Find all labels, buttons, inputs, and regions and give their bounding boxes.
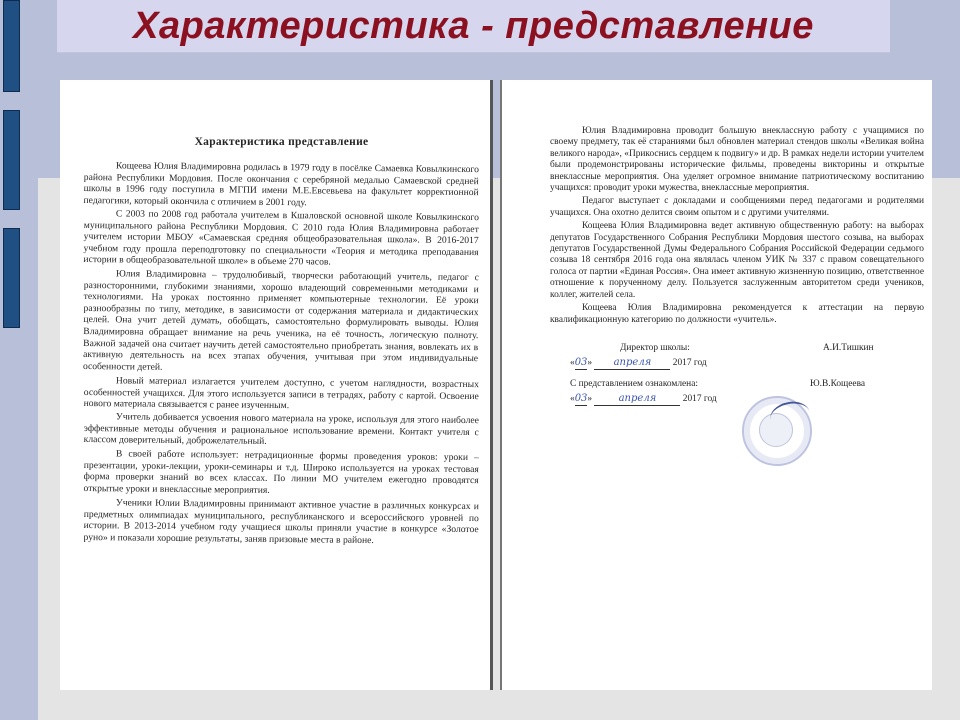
quote-open: «: [570, 357, 575, 368]
date-month: апреля: [594, 357, 670, 370]
paragraph: Кощеева Юлия Владимировна рекомендуется к аттестации на первую квалификационную категорию по должности «учитель».: [550, 303, 924, 325]
director-label: Директор школы:: [620, 342, 690, 353]
paragraph: Учитель добивается усвоения нового материала на уроке, используя для этого наиболее эффективные методы обучения и рациональное использование времени. Контакт учителя с классом доверительный, доброжелательный.: [83, 411, 479, 448]
date-year: 2017 год: [672, 357, 707, 368]
document-heading: Характеристика представление: [194, 136, 369, 148]
date-month: апреля: [594, 393, 680, 406]
date-day: 03: [574, 392, 588, 404]
quote-close: »: [587, 357, 593, 368]
quote-open: «: [570, 393, 575, 404]
document-page-2: [500, 80, 932, 690]
quote-close: »: [587, 393, 593, 404]
side-accent-bar: [3, 0, 20, 92]
acknowledgement-label: С представлением ознакомлена:: [570, 378, 698, 389]
date-line: [570, 357, 707, 370]
date-day: 03: [574, 356, 588, 368]
date-year: 2017 год: [682, 393, 717, 404]
paragraph: В своей работе использует: нетрадиционные формы проведения уроков: уроки – презентации, уроки-лекции, уроки-семинары и т.д. Широко используется на уроках тестовая форма проверки знаний во всех классах. По линии МО учителем ежегодно проводятся открытые уроки и внеклассные мероприятия.: [83, 448, 479, 496]
side-accent-bar: [3, 228, 20, 328]
date-line: [570, 393, 717, 406]
paragraph: Педагог выступает с докладами и сообщениями перед педагогами и родителями учащихся. Она охотно делится своим опытом и с другими учителями.: [550, 196, 924, 218]
paragraph: Юлия Владимировна – трудолюбивый, творчески работающий учитель, педагог с разносторонними, глубокими знаниями, хорошо владеющий современными методиками и технологиями. На уроках постоянно применяет компьютерные технологии. Её уроки разнообразны по типу, методике, в зависимости от содержания материала и дидактических целей. Она учит детей думать, обобщать, самостоятельно формулировать выводы. Юлия Владимировна обращает внимание на речь ученика, на её точность, логическую полноту. Важной задачей она считает научить детей самостоятельно приобретать знания, вовлекать их в активную деятельность на всех этапах обучения, учитывая при этом индивидуальные особенности детей.: [82, 268, 479, 373]
slide-title: Характеристика - представление: [133, 5, 814, 47]
document-page-1: [60, 80, 493, 690]
director-name: А.И.Тишкин: [823, 342, 874, 353]
paragraph: Кощеева Юлия Владимировна родилась в 1979 году в посёлке Самаевка Ковылкинского района Республики Мордовия. После окончания с серебряной медалью Самаевской средней школы в 1996 году поступила в МГПИ имени М.Е.Евсевьева на факультет корректионной педагогики, который окончила с отличием в 2001 году.: [83, 160, 479, 209]
slide-title-box: [57, 0, 890, 53]
paragraph: Юлия Владимировна проводит большую внеклассную работу с учащимися по своему предмету, так её стараниями был обновлен материал стендов школы «Великая война великого народа», «Прикоснись сердцем к подвигу» и др. В рамках недели истории учителем были продемонстрированы исторические фильмы, проведены викторины и открытые внеклассные мероприятия. Она уделяет огромное внимание патриотическому воспитанию учащихся: проводит уроки мужества, внеклассные мероприятия.: [550, 126, 924, 194]
paragraph: С 2003 по 2008 год работала учителем в Кшаловской основной школе Ковылкинского муниципального района Республики Мордовия. С 2010 года Юлия Владимировна работает учителем истории МБОУ «Самаевская средняя общеобразовательная школа». В 2016-2017 учебном году прошла переподготовку по специальности «Теория и методика преподавания истории в общеобразовательной школе» в объеме 270 часов.: [83, 208, 479, 269]
acknowledgement-name: Ю.В.Кощеева: [810, 378, 866, 389]
paragraph: Кощеева Юлия Владимировна ведет активную общественную работу: на выборах депутатов Государственного Собрания Республики Мордовия шестого созыва, на выборах депутатов Государственной Думы Федерального Собрания Российской Федерации седьмого созыва 18 сентября 2016 года она являлась членом УИК № 337 с правом совещательного голоса от партии «Единая Россия». Она имеет активную жизненную позицию, ответственное отношение к порученному делу. Пользуется заслуженным авторитетом среди учеников, коллег, жителей села.: [550, 221, 924, 300]
side-accent-bar: [3, 110, 20, 210]
paragraph: Ученики Юлии Владимировны принимают активное участие в различных конкурсах и предметных олимпиадах муниципального, республиканского и всероссийского уровней по истории. В 2013-2014 учебном году учащиеся школы приняли участие в конкурсе «Золотое руно» и показали хорошие результаты, заняв призовые места в районе.: [83, 496, 479, 546]
paragraph: Новый материал излагается учителем доступно, с учетом наглядности, возрастных особенностей учащихся. Для этого используется записи в тетрадях, работу с картой. Освоение нового материала связывается с ранее изученным.: [83, 375, 479, 412]
signature-block: [550, 342, 924, 408]
